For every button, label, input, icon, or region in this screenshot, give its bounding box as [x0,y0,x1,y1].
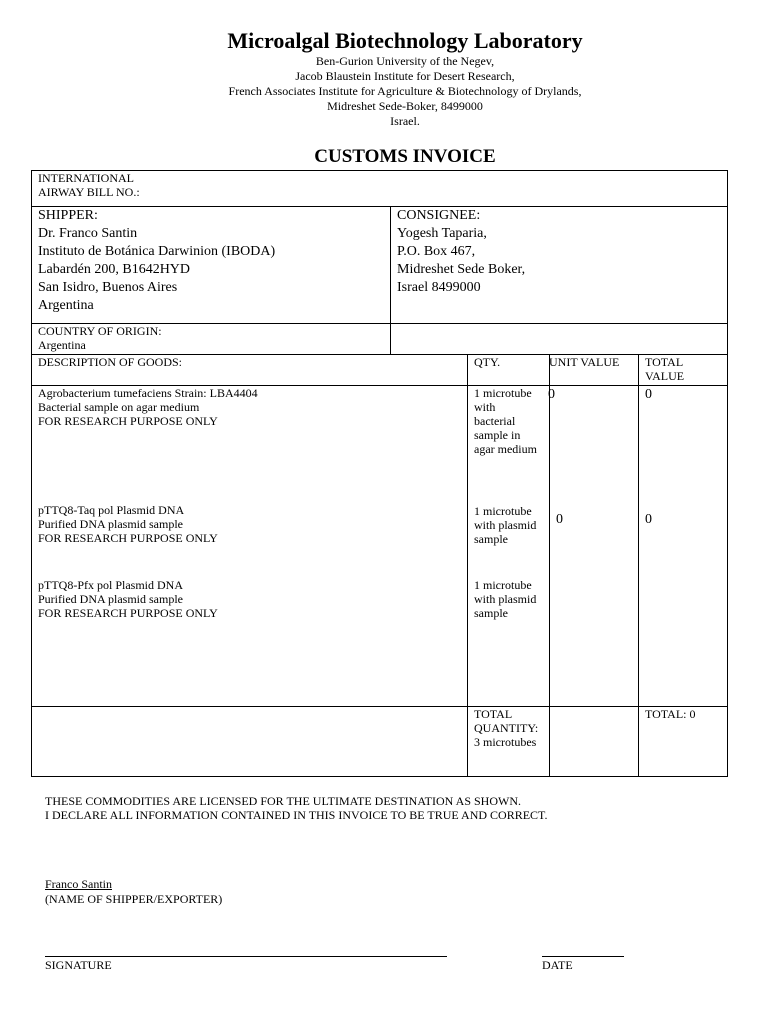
address-line: Midreshet Sede-Boker, 8499000 [327,99,483,113]
origin-label: COUNTRY OF ORIGIN: [38,324,162,338]
item-unit-value: 0 [556,512,563,527]
consignee-line: Midreshet Sede Boker, [397,262,526,277]
airway-bill-label: INTERNATIONAL AIRWAY BILL NO.: [38,171,140,199]
consignee-line: Yogesh Taparia, [397,226,487,241]
divider [549,354,550,777]
header-unit-value: UNIT VALUE [549,355,620,369]
item-description: Agrobacterium tumefaciens Strain: LBA4404 Bacterial sample on agar medium FOR RESEARCH PURPOSE ONLY [38,386,258,428]
divider [467,354,468,777]
address-line: Israel. [390,114,420,128]
divider [390,206,391,355]
item-total-value: 0 [645,512,652,527]
item-qty: 1 microtube with plasmid sample [474,504,537,546]
shipper-line: Dr. Franco Santin [38,226,138,241]
document-title: CUSTOMS INVOICE [314,146,496,167]
origin-value: Argentina [38,338,86,352]
shipper-heading: SHIPPER: [38,208,98,223]
shipper-block [38,207,275,315]
item-qty: 1 microtube with plasmid sample [474,578,537,620]
consignee-line: Israel 8499000 [397,280,481,295]
consignee-line: P.O. Box 467, [397,244,476,259]
consignee-heading: CONSIGNEE: [397,208,481,223]
header-description: DESCRIPTION OF GOODS: [38,355,183,369]
address-line: Ben-Gurion University of the Negev, [315,54,495,68]
total-value: TOTAL: 0 [645,707,696,721]
date-label: DATE [542,958,573,972]
shipper-line: Labardén 200, B1642HYD [38,262,191,277]
shipper-line: Instituto de Botánica Darwinion (IBODA) [38,244,276,259]
total-quantity: TOTAL QUANTITY: 3 microtubes [474,707,539,749]
shipper-line: San Isidro, Buenos Aires [38,280,178,295]
divider [31,706,728,707]
shipper-line: Argentina [38,298,94,313]
header-total-value: TOTAL VALUE [645,355,685,383]
consignee-block [397,207,525,297]
item-total-value: 0 [645,387,652,402]
shipper-name: Franco Santin [45,877,112,891]
divider [638,354,639,777]
country-of-origin [38,324,162,352]
address-line: French Associates Institute for Agriculture & Biotechnology of Drylands, [228,84,582,98]
signature-line [45,956,447,957]
declaration: THESE COMMODITIES ARE LICENSED FOR THE ULTIMATE DESTINATION AS SHOWN. I DECLARE ALL INFORMATION CONTAINED IN THIS INVOICE TO BE TRUE AND CORRECT. [45,794,548,822]
lab-title: Microalgal Biotechnology Laboratory [227,28,583,53]
signature-label: SIGNATURE [45,958,112,972]
date-line [542,956,624,957]
shipper-name-caption: (NAME OF SHIPPER/EXPORTER) [45,892,223,906]
header-qty: QTY. [474,355,501,369]
item-description: pTTQ8-Taq pol Plasmid DNA Purified DNA plasmid sample FOR RESEARCH PURPOSE ONLY [38,503,218,545]
item-unit-value: 0 [548,387,555,402]
address-line: Jacob Blaustein Institute for Desert Research, [295,69,515,83]
item-qty: 1 microtube with bacterial sample in agar medium [474,386,537,456]
item-description: pTTQ8-Pfx pol Plasmid DNA Purified DNA plasmid sample FOR RESEARCH PURPOSE ONLY [38,578,218,620]
